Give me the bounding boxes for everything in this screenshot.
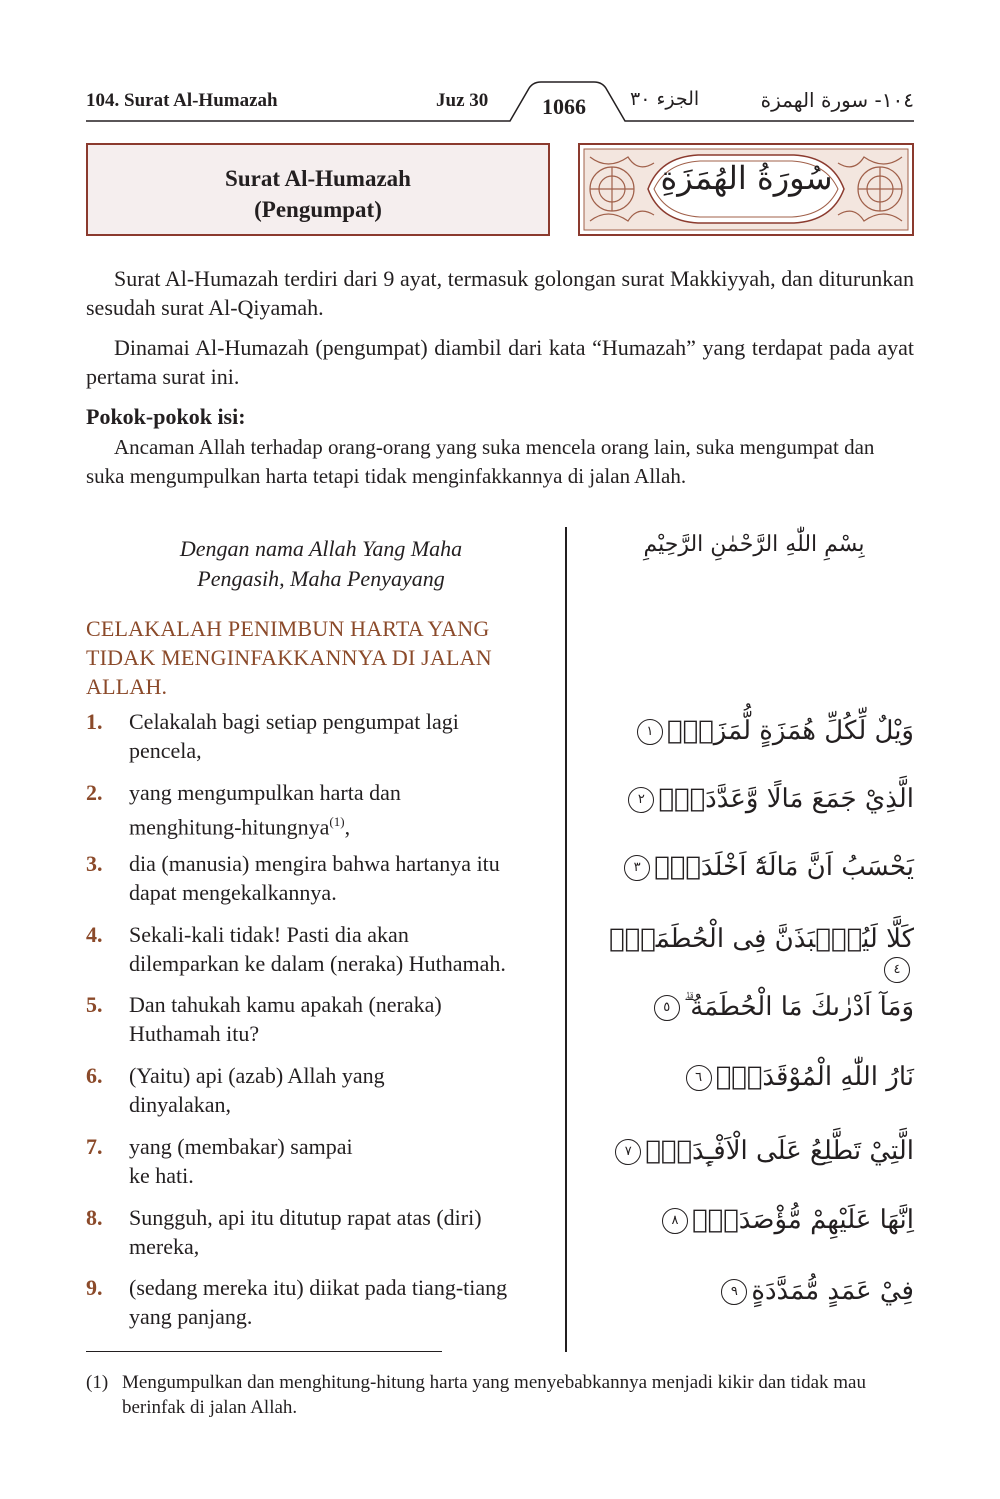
footnote-text: Mengumpulkan dan menghitung-hitung harta yang menyebabkannya menjadi kikir dan tidak mau berinfak di jalan Allah. — [122, 1372, 866, 1418]
verse-number: 8. — [86, 1205, 103, 1230]
arabic-verse-1: وَيْلٌ لِّكُلِّ هُمَزَةٍ لُّمَزَةِۙ١ — [584, 716, 914, 746]
verse-4: 4. Sekali-kali tidak! Pasti dia akan dilemparkan ke dalam (neraka) Huthamah. — [86, 922, 506, 976]
surah-title: Surat Al-Humazah — [225, 166, 411, 191]
verse-number: 7. — [86, 1134, 103, 1159]
arabic-verse-7: الَّتِيْ تَطَّلِعُ عَلَى الْاَفْـِٕدَةِۗ٧ — [584, 1136, 914, 1166]
ayah-number-icon: ٣ — [624, 855, 650, 881]
ayah-number-icon: ٢ — [628, 787, 654, 813]
ayah-number-icon: ١ — [637, 719, 663, 745]
arabic-verse-9: فِيْ عَمَدٍ مُّمَدَّدَةٍ٩ — [584, 1276, 914, 1306]
verse-5: 5. Dan tahukah kamu apakah (neraka) Huthamah itu? — [86, 992, 442, 1046]
arabic-verse-6: نَارُ اللّٰهِ الْمُوْقَدَةُۙ٦ — [584, 1062, 914, 1092]
footnote — [86, 1370, 914, 1420]
ayah-number-icon: ٥ — [654, 995, 680, 1021]
basmala-arabic: بِسْمِ اللّٰهِ الرَّحْمٰنِ الرَّحِيْمِ — [643, 532, 865, 557]
surah-subtitle: (Pengumpat) — [254, 197, 382, 222]
verse-number: 3. — [86, 851, 103, 876]
footnote-mark: (1) — [86, 1372, 109, 1393]
arabic-verse-2: الَّذِيْ جَمَعَ مَالًا وَّعَدَّدَهٗۙ٢ — [584, 784, 914, 814]
arabic-verse-3: يَحْسَبُ اَنَّ مَالَهٗٓ اَخْلَدَهٗۚ٣ — [584, 852, 914, 882]
page-number: 1066 — [542, 94, 586, 119]
header-juz-arabic: الجزء ٣٠ — [630, 88, 700, 110]
ayah-number-icon: ٧ — [615, 1139, 641, 1165]
verse-number: 4. — [86, 922, 103, 947]
surah-title-box — [86, 143, 550, 236]
header-surah-title: 104. Surat Al-Humazah — [86, 90, 278, 111]
arabic-verse-8: اِنَّهَا عَلَيْهِمْ مُّؤْصَدَةٌۙ٨ — [584, 1205, 914, 1235]
footnote-rule — [86, 1351, 442, 1352]
verse-number: 2. — [86, 780, 103, 805]
verse-7: 7. yang (membakar) sampai ke hati. — [86, 1134, 353, 1188]
verse-3: 3. dia (manusia) mengira bahwa hartanya itu dapat mengekalkannya. — [86, 851, 500, 905]
pokok-heading: Pokok-pokok isi: — [86, 404, 246, 429]
pokok-text: Ancaman Allah terhadap orang-orang yang suka mencela orang lain, suka mengumpat dan suka mengumpulkan harta tetapi tidak menginfakkannya di jalan Allah. — [86, 435, 875, 488]
arabic-surah-title: سُورَةُ الهُمَزَةِ — [660, 159, 833, 197]
ayah-number-icon: ٤ — [884, 957, 910, 983]
ayah-number-icon: ٦ — [686, 1065, 712, 1091]
verse-2: 2. yang mengumpulkan harta dan menghitung-hitungnya$^{(1)}$, — [86, 780, 401, 840]
header-juz: Juz 30 — [436, 90, 489, 111]
header-surah-arabic: ١٠٤- سورة الهمزة — [760, 88, 914, 112]
intro-paragraph-2: Dinamai Al-Humazah (pengumpat) diambil dari kata “Humazah” yang terdapat pada ayat pertama surat ini. — [86, 335, 914, 389]
ornamental-title-frame — [578, 143, 914, 236]
verse-number: 6. — [86, 1063, 103, 1088]
ayah-number-icon: ٨ — [662, 1208, 688, 1234]
page-header — [86, 78, 914, 122]
verse-8: 8. Sungguh, api itu ditutup rapat atas (diri) mereka, — [86, 1205, 482, 1259]
verse-9: 9. (sedang mereka itu) diikat pada tiang-tiang yang panjang. — [86, 1275, 508, 1329]
verse-1: 1. Celakalah bagi setiap pengumpat lagi pencela, — [86, 709, 459, 763]
ayah-number-icon: ٩ — [721, 1279, 747, 1305]
verse-number: 9. — [86, 1275, 103, 1300]
arabic-verse-4: كَلَّا لَيُنْۢبَذَنَّ فِى الْحُطَمَةِۖ٤ — [584, 924, 914, 984]
footnote-ref[interactable]: (1) — [329, 814, 345, 829]
verse-number: 5. — [86, 992, 103, 1017]
arabic-verse-5: وَمَآ اَدْرٰىكَ مَا الْحُطَمَةُ ۗ٥ — [584, 992, 914, 1023]
basmala-translation: Dengan nama Allah Yang Maha Pengasih, Maha Penyayang — [179, 536, 463, 591]
intro-paragraph-1: Surat Al-Humazah terdiri dari 9 ayat, termasuk golongan surat Makkiyyah, dan diturunkan sesudah surat Al-Qiyamah. — [86, 266, 914, 320]
section-heading: CELAKALAH PENIMBUN HARTA YANG TIDAK MENGINFAKKANNYA DI JALAN ALLAH. — [86, 616, 492, 699]
verse-number: 1. — [86, 709, 103, 734]
verse-6: 6. (Yaitu) api (azab) Allah yang dinyalakan, — [86, 1063, 385, 1117]
